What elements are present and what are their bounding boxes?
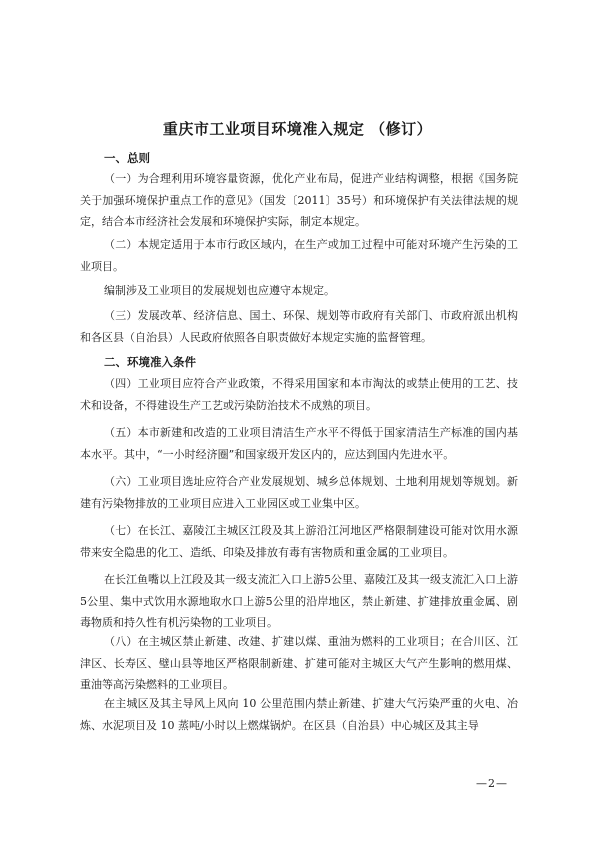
document-title: 重庆市工业项目环境准入规定 （修订） <box>162 120 433 138</box>
paragraph-5: （五）本市新建和改造的工业项目清洁生产水平不得低于国家清洁生产标准的国内基本水平。其中，“一小时经济圈”和国家级开发区内的，应达到国内先进水平。 <box>80 426 518 461</box>
paragraph-1: （一）为合理利用环境容量资源，优化产业布局，促进产业结构调整，根据《国务院关于加强环境保护重点工作的意见》（国发〔2011〕35号）和环境保护有关法律法规的规定，结合本市经济社会发展和环境保护实际，制定本规定。 <box>80 172 518 228</box>
paragraph-4: （四）工业项目应符合产业政策，不得采用国家和本市淘汰的或禁止使用的工艺、技术和设备，不得建设生产工艺或污染防治技术不成熟的项目。 <box>80 377 518 412</box>
paragraph-7-supplement: 在长江鱼嘴以上江段及其一级支流汇入口上游5公里、嘉陵江及其一级支流汇入口上游5公里、集中式饮用水源地取水口上游5公里的沿岸地区，禁止新建、扩建排放重金属、剧毒物质和持久性有机污染物的工业项目。 <box>80 573 518 629</box>
paragraph-2-note: 编制涉及工业项目的发展规划也应遵守本规定。 <box>104 284 335 297</box>
paragraph-3: （三）发展改革、经济信息、国土、环保、规划等市政府有关部门、市政府派出机构和各区县（自治县）人民政府依照各自职责做好本规定实施的监督管理。 <box>80 309 518 344</box>
section-heading-conditions: 二、环境准入条件 <box>104 355 196 369</box>
section-heading-general: 一、总则 <box>104 151 150 165</box>
paragraph-2: （二）本规定适用于本市行政区域内，在生产或加工过程中可能对环境产生污染的工业项目。 <box>80 238 518 273</box>
paragraph-8-supplement: 在主城区及其主导风上风向 10 公里范围内禁止新建、扩建大气污染严重的火电、冶炼、水泥项目及 10 蒸吨/小时以上燃煤锅炉。在区县（自治县）中心城区及其主导 <box>80 697 518 732</box>
paragraph-6: （六）工业项目选址应符合产业发展规划、城乡总体规划、土地利用规划等规划。新建有污染物排放的工业项目应进入工业园区或工业集中区。 <box>80 475 518 510</box>
page-number: —2— <box>476 777 508 790</box>
paragraph-7: （七）在长江、嘉陵江主城区江段及其上游沿江河地区严格限制建设可能对饮用水源带来安全隐患的化工、造纸、印染及排放有毒有害物质和重金属的工业项目。 <box>80 524 518 559</box>
paragraph-8: （八）在主城区禁止新建、改建、扩建以煤、重油为燃料的工业项目；在合川区、江津区、长寿区、璧山县等地区严格限制新建、扩建可能对主城区大气产生影响的燃用煤、重油等高污染燃料的工业项目。 <box>80 635 518 691</box>
